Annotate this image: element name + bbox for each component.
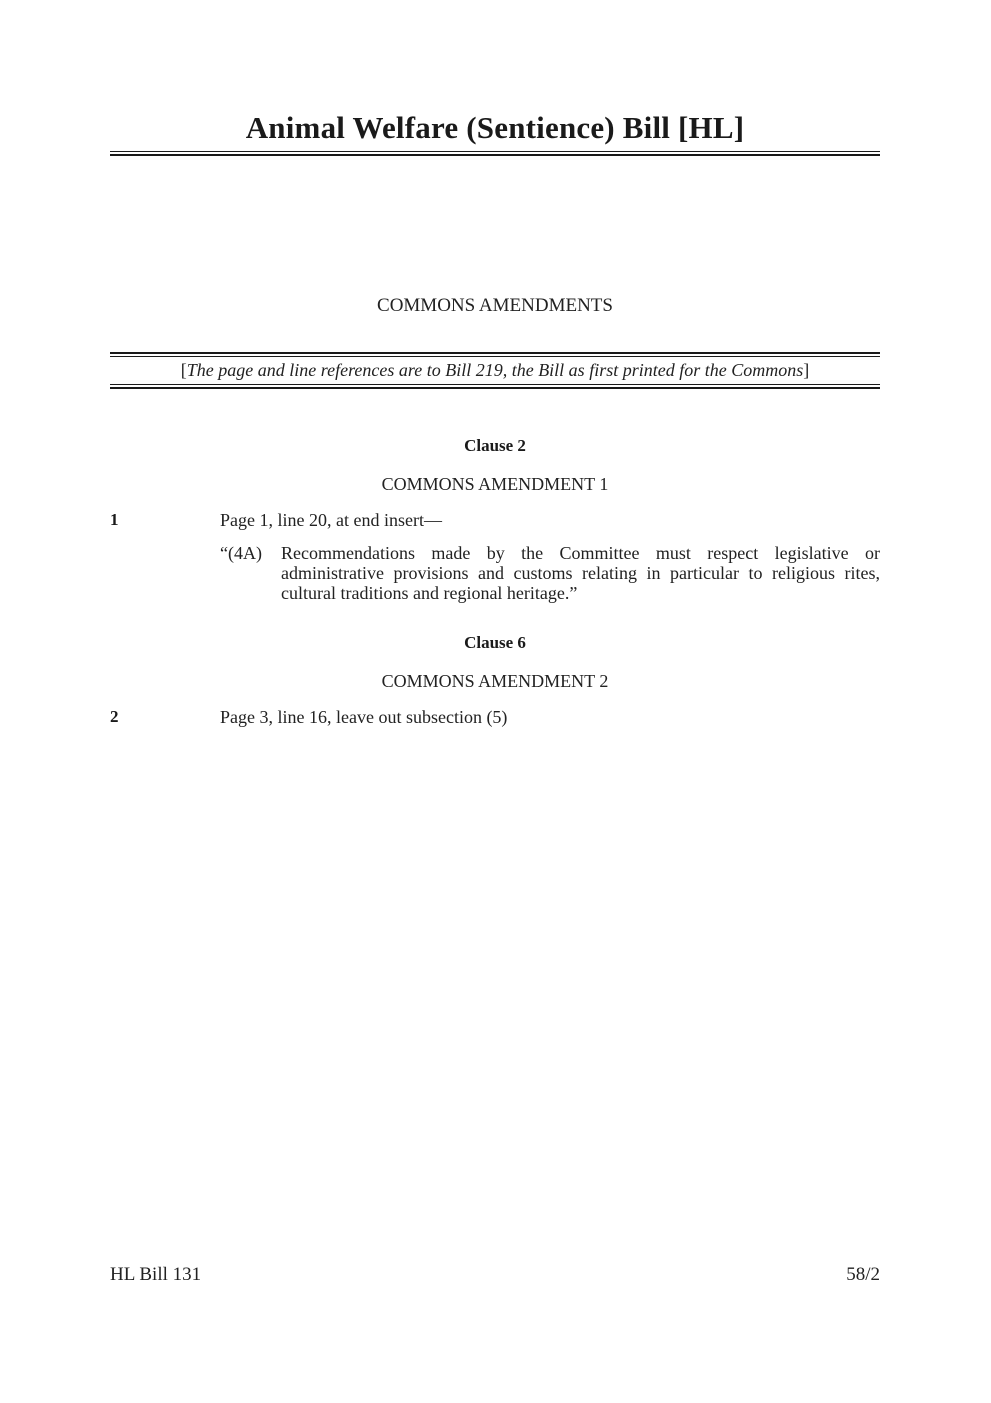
clause-heading: Clause 6 xyxy=(464,633,526,652)
inserted-subsection-text: Recommendations made by the Committee must respect legislative or administrative provisions and customs relating in particular to religious rites, cultural traditions and regional heritage.” xyxy=(281,543,880,603)
footer-bill-number: HL Bill 131 xyxy=(110,1264,202,1285)
clause-heading: Clause 2 xyxy=(464,436,526,455)
reference-top-rule-thick xyxy=(110,352,880,354)
reference-top-rule-thin xyxy=(110,356,880,357)
document-subtitle: COMMONS AMENDMENTS xyxy=(377,295,613,316)
amendment-heading: COMMONS AMENDMENT 1 xyxy=(381,474,609,494)
reference-note-text: The page and line references are to Bill 219, the Bill as first printed for the Commons xyxy=(186,360,804,380)
footer-print-reference: 58/2 xyxy=(846,1264,880,1285)
reference-bottom-rule-thin xyxy=(110,384,880,385)
amendment-number: 2 xyxy=(110,707,119,726)
reference-note xyxy=(110,360,880,381)
inserted-subsection-label: “(4A) xyxy=(220,543,262,563)
amendment-heading: COMMONS AMENDMENT 2 xyxy=(381,671,609,691)
amendment-number: 1 xyxy=(110,510,119,529)
document-title: Animal Welfare (Sentience) Bill [HL] xyxy=(245,110,745,145)
title-rule-thin xyxy=(110,151,880,152)
reference-close-bracket: ] xyxy=(803,360,810,380)
amendment-instruction: Page 3, line 16, leave out subsection (5) xyxy=(220,707,508,727)
title-rule-thick xyxy=(110,154,880,156)
amendment-instruction: Page 1, line 20, at end insert— xyxy=(220,510,442,530)
reference-bottom-rule-thick xyxy=(110,387,880,389)
reference-open-bracket: [ xyxy=(180,360,187,380)
